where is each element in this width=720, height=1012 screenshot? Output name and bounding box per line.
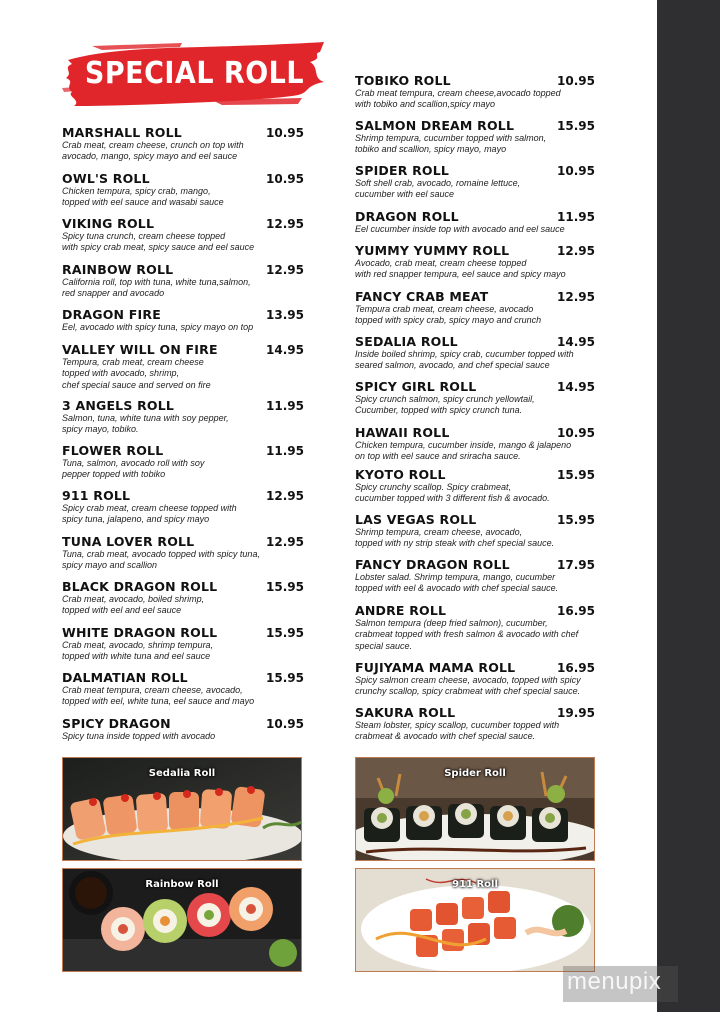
menu-item-price: 11.95 bbox=[266, 399, 304, 413]
menu-item-description: Spicy salmon cream cheese, avocado, topped with spicy crunchy scallop, spicy crabmeat with chef special sauce. bbox=[355, 675, 581, 697]
page-title: SPECIAL ROLL bbox=[84, 55, 305, 91]
menu-item-name: ANDRE ROLL bbox=[355, 603, 447, 618]
menu-item bbox=[355, 163, 595, 201]
menu-item-name: SEDALIA ROLL bbox=[355, 334, 458, 349]
menu-item bbox=[62, 216, 304, 254]
menu-item-price: 19.95 bbox=[557, 706, 595, 720]
menu-item-price: 15.95 bbox=[557, 513, 595, 527]
menu-item-header bbox=[355, 467, 595, 482]
photo-rainbow-roll bbox=[62, 868, 302, 972]
menu-item bbox=[355, 209, 595, 235]
menu-item bbox=[62, 342, 304, 391]
menu-item-header bbox=[62, 670, 304, 685]
menu-item bbox=[62, 670, 304, 708]
menu-item-header bbox=[355, 73, 595, 88]
menu-item-header bbox=[355, 705, 595, 720]
menu-item bbox=[62, 534, 304, 572]
menu-item-name: FANCY DRAGON ROLL bbox=[355, 557, 510, 572]
menu-item-price: 10.95 bbox=[266, 172, 304, 186]
menu-item-header bbox=[355, 603, 595, 618]
photo-caption: 911 Roll bbox=[452, 879, 498, 890]
menu-item-description: Tempura, crab meat, cream cheese topped with avocado, shrimp, chef special sauce and served on fire bbox=[62, 357, 211, 390]
menu-item-price: 12.95 bbox=[266, 489, 304, 503]
menu-item-price: 15.95 bbox=[557, 468, 595, 482]
menu-item-description: Steam lobster, spicy scallop, cucumber topped with crabmeat & avocado with chef special sauce. bbox=[355, 720, 560, 742]
menu-item bbox=[62, 443, 304, 481]
menu-item-name: BLACK DRAGON ROLL bbox=[62, 579, 218, 594]
menu-item bbox=[355, 425, 595, 463]
menu-item-price: 16.95 bbox=[557, 604, 595, 618]
menu-item-name: 3 ANGELS ROLL bbox=[62, 398, 175, 413]
menu-item-description: Eel cucumber inside top with avocado and eel sauce bbox=[355, 224, 565, 234]
photo-911-roll bbox=[355, 868, 595, 972]
menu-item bbox=[62, 488, 304, 526]
menu-item-price: 10.95 bbox=[557, 74, 595, 88]
menu-item-price: 14.95 bbox=[266, 343, 304, 357]
menu-item-name: TOBIKO ROLL bbox=[355, 73, 451, 88]
menu-item-name: SALMON DREAM ROLL bbox=[355, 118, 515, 133]
menu-item-price: 11.95 bbox=[266, 444, 304, 458]
photo-spider-roll bbox=[355, 757, 595, 861]
menu-item-name: DRAGON ROLL bbox=[355, 209, 459, 224]
menu-item-description: Crab meat, avocado, shrimp tempura, topped with white tuna and eel sauce bbox=[62, 640, 214, 662]
menu-item-price: 12.95 bbox=[266, 217, 304, 231]
menu-item-description: Shrimp tempura, cucumber topped with salmon, tobiko and scallion, spicy mayo, mayo bbox=[355, 133, 547, 155]
menu-item-description: Shrimp tempura, cream cheese, avocado, topped with ny strip steak with chef special sauce. bbox=[355, 527, 555, 549]
menu-item bbox=[355, 467, 595, 505]
menu-item-name: WHITE DRAGON ROLL bbox=[62, 625, 218, 640]
menu-item-name: RAINBOW ROLL bbox=[62, 262, 174, 277]
menu-item-price: 10.95 bbox=[557, 164, 595, 178]
menu-item-header bbox=[62, 307, 304, 322]
menu-item-header bbox=[355, 660, 595, 675]
menu-item-header bbox=[62, 398, 304, 413]
menu-item bbox=[355, 705, 595, 743]
menu-item-header bbox=[355, 118, 595, 133]
menupix-watermark bbox=[563, 966, 678, 1002]
menu-item-header bbox=[62, 534, 304, 549]
watermark-text: menupix bbox=[567, 968, 662, 995]
menu-item bbox=[355, 243, 595, 281]
menu-item bbox=[62, 171, 304, 209]
menu-item-price: 12.95 bbox=[557, 290, 595, 304]
menu-item bbox=[62, 716, 304, 742]
menu-item-name: OWL'S ROLL bbox=[62, 171, 150, 186]
menu-item-description: Crab meat, cream cheese, crunch on top with avocado, mango, spicy mayo and eel sauce bbox=[62, 140, 244, 162]
menu-item-price: 15.95 bbox=[266, 671, 304, 685]
menu-item-header bbox=[62, 342, 304, 357]
menu-item bbox=[355, 379, 595, 417]
menu-item-description: Chicken tempura, spicy crab, mango, topped with eel sauce and wasabi sauce bbox=[62, 186, 224, 208]
menu-item-description: Crab meat, avocado, boiled shrimp, topped with eel and eel sauce bbox=[62, 594, 205, 616]
menu-item bbox=[355, 603, 595, 652]
menu-item bbox=[62, 398, 304, 436]
menu-item-header bbox=[62, 125, 304, 140]
menu-item-name: 911 ROLL bbox=[62, 488, 131, 503]
menu-item-description: Spicy crab meat, cream cheese topped with spicy tuna, jalapeno, and spicy mayo bbox=[62, 503, 237, 525]
menu-item-description: Spicy tuna inside topped with avocado bbox=[62, 731, 216, 741]
menu-item-description: Lobster salad. Shrimp tempura, mango, cucumber topped with eel & avocado with chef special sauce. bbox=[355, 572, 559, 594]
menu-item-name: MARSHALL ROLL bbox=[62, 125, 182, 140]
menu-item-header bbox=[62, 262, 304, 277]
menu-item-description: Salmon tempura (deep fried salmon), cucumber, crabmeat topped with fresh salmon & avocado with chef special sauce. bbox=[355, 618, 579, 651]
menu-item-description: Crab meat tempura, cream cheese,avocado topped with tobiko and scallion,spicy mayo bbox=[355, 88, 561, 110]
menu-item-header bbox=[62, 579, 304, 594]
menu-item-header bbox=[355, 334, 595, 349]
menu-item-price: 12.95 bbox=[266, 535, 304, 549]
menu-item-header bbox=[62, 443, 304, 458]
menu-item-description: Soft shell crab, avocado, romaine lettuce, cucumber with eel sauce bbox=[355, 178, 521, 200]
menu-item-price: 10.95 bbox=[266, 717, 304, 731]
menu-item-price: 10.95 bbox=[557, 426, 595, 440]
menu-item bbox=[355, 118, 595, 156]
menu-item-name: DALMATIAN ROLL bbox=[62, 670, 188, 685]
menu-item-header bbox=[62, 716, 304, 731]
menu-item-price: 15.95 bbox=[266, 626, 304, 640]
menu-item-header bbox=[62, 625, 304, 640]
menu-item-header bbox=[355, 512, 595, 527]
menu-item bbox=[355, 660, 595, 698]
menu-item-header bbox=[355, 289, 595, 304]
menu-item-price: 13.95 bbox=[266, 308, 304, 322]
menu-item-name: SPICY GIRL ROLL bbox=[355, 379, 477, 394]
menu-item-header bbox=[355, 243, 595, 258]
menu-item-name: FLOWER ROLL bbox=[62, 443, 164, 458]
photo-sedalia-roll bbox=[62, 757, 302, 861]
page-edge-dark-band bbox=[657, 0, 720, 1012]
menu-item-description: Eel, avocado with spicy tuna, spicy mayo on top bbox=[62, 322, 254, 332]
menu-item-price: 10.95 bbox=[266, 126, 304, 140]
photo-caption: Spider Roll bbox=[444, 768, 506, 779]
menu-item-name: FUJIYAMA MAMA ROLL bbox=[355, 660, 516, 675]
menu-item-name: VALLEY WILL ON FIRE bbox=[62, 342, 218, 357]
menu-item-name: SAKURA ROLL bbox=[355, 705, 456, 720]
menu-item bbox=[62, 262, 304, 300]
menu-item-description: Crab meat tempura, cream cheese, avocado, topped with eel, white tuna, eel sauce and mayo bbox=[62, 685, 255, 707]
special-roll-banner bbox=[62, 38, 327, 108]
menu-item-description: Tuna, salmon, avocado roll with soy pepper topped with tobiko bbox=[62, 458, 205, 480]
menu-item-description: Avocado, crab meat, cream cheese topped with red snapper tempura, eel sauce and spicy mayo bbox=[355, 258, 566, 280]
menu-item-description: Inside boiled shrimp, spicy crab, cucumber topped with seared salmon, avocado, and chef special sauce bbox=[355, 349, 574, 371]
menu-item bbox=[355, 289, 595, 327]
menu-item-price: 17.95 bbox=[557, 558, 595, 572]
menu-item-price: 12.95 bbox=[266, 263, 304, 277]
menu-item-name: FANCY CRAB MEAT bbox=[355, 289, 489, 304]
menu-item-name: SPIDER ROLL bbox=[355, 163, 450, 178]
menu-item-name: KYOTO ROLL bbox=[355, 467, 446, 482]
menu-item-header bbox=[62, 171, 304, 186]
menu-item-name: DRAGON FIRE bbox=[62, 307, 161, 322]
menu-item-name: SPICY DRAGON bbox=[62, 716, 171, 731]
menu-item-description: Spicy crunch salmon, spicy crunch yellowtail, Cucumber, topped with spicy crunch tuna. bbox=[355, 394, 535, 416]
menu-item-description: Salmon, tuna, white tuna with soy pepper, spicy mayo, tobiko. bbox=[62, 413, 229, 435]
menu-item-name: YUMMY YUMMY ROLL bbox=[355, 243, 510, 258]
menu-item bbox=[62, 125, 304, 163]
menu-item-header bbox=[355, 379, 595, 394]
menu-item-header bbox=[62, 488, 304, 503]
menu-item-header bbox=[355, 163, 595, 178]
menu-item-price: 14.95 bbox=[557, 380, 595, 394]
menu-item bbox=[62, 579, 304, 617]
menu-item bbox=[355, 73, 595, 111]
menu-item-price: 12.95 bbox=[557, 244, 595, 258]
menu-item-price: 15.95 bbox=[266, 580, 304, 594]
menu-item-description: Chicken tempura, cucumber inside, mango & jalapeno on top with eel sauce and sriracha sauce. bbox=[355, 440, 572, 462]
menu-item-price: 14.95 bbox=[557, 335, 595, 349]
menu-item bbox=[62, 307, 304, 333]
menu-item bbox=[355, 512, 595, 550]
menu-item-name: LAS VEGAS ROLL bbox=[355, 512, 477, 527]
menu-item-description: Spicy crunchy scallop. Spicy crabmeat, cucumber topped with 3 different fish & avocado. bbox=[355, 482, 550, 504]
menu-item-header bbox=[62, 216, 304, 231]
menu-item-name: TUNA LOVER ROLL bbox=[62, 534, 195, 549]
menu-item-name: HAWAII ROLL bbox=[355, 425, 450, 440]
menu-item-header bbox=[355, 557, 595, 572]
menu-item-description: California roll, top with tuna, white tuna,salmon, red snapper and avocado bbox=[62, 277, 251, 299]
menu-item-price: 16.95 bbox=[557, 661, 595, 675]
menu-item bbox=[62, 625, 304, 663]
menu-item bbox=[355, 557, 595, 595]
menu-item bbox=[355, 334, 595, 372]
menu-item-description: Spicy tuna crunch, cream cheese topped with spicy crab meat, spicy sauce and eel sauce bbox=[62, 231, 255, 253]
menu-item-description: Tempura crab meat, cream cheese, avocado topped with spicy crab, spicy mayo and crunch bbox=[355, 304, 542, 326]
menu-item-price: 11.95 bbox=[557, 210, 595, 224]
menu-item-description: Tuna, crab meat, avocado topped with spicy tuna, spicy mayo and scallion bbox=[62, 549, 260, 571]
menu-item-header bbox=[355, 209, 595, 224]
photo-caption: Sedalia Roll bbox=[148, 768, 216, 779]
menu-item-header bbox=[355, 425, 595, 440]
menu-item-name: VIKING ROLL bbox=[62, 216, 155, 231]
photo-caption: Rainbow Roll bbox=[145, 879, 219, 890]
menu-item-price: 15.95 bbox=[557, 119, 595, 133]
